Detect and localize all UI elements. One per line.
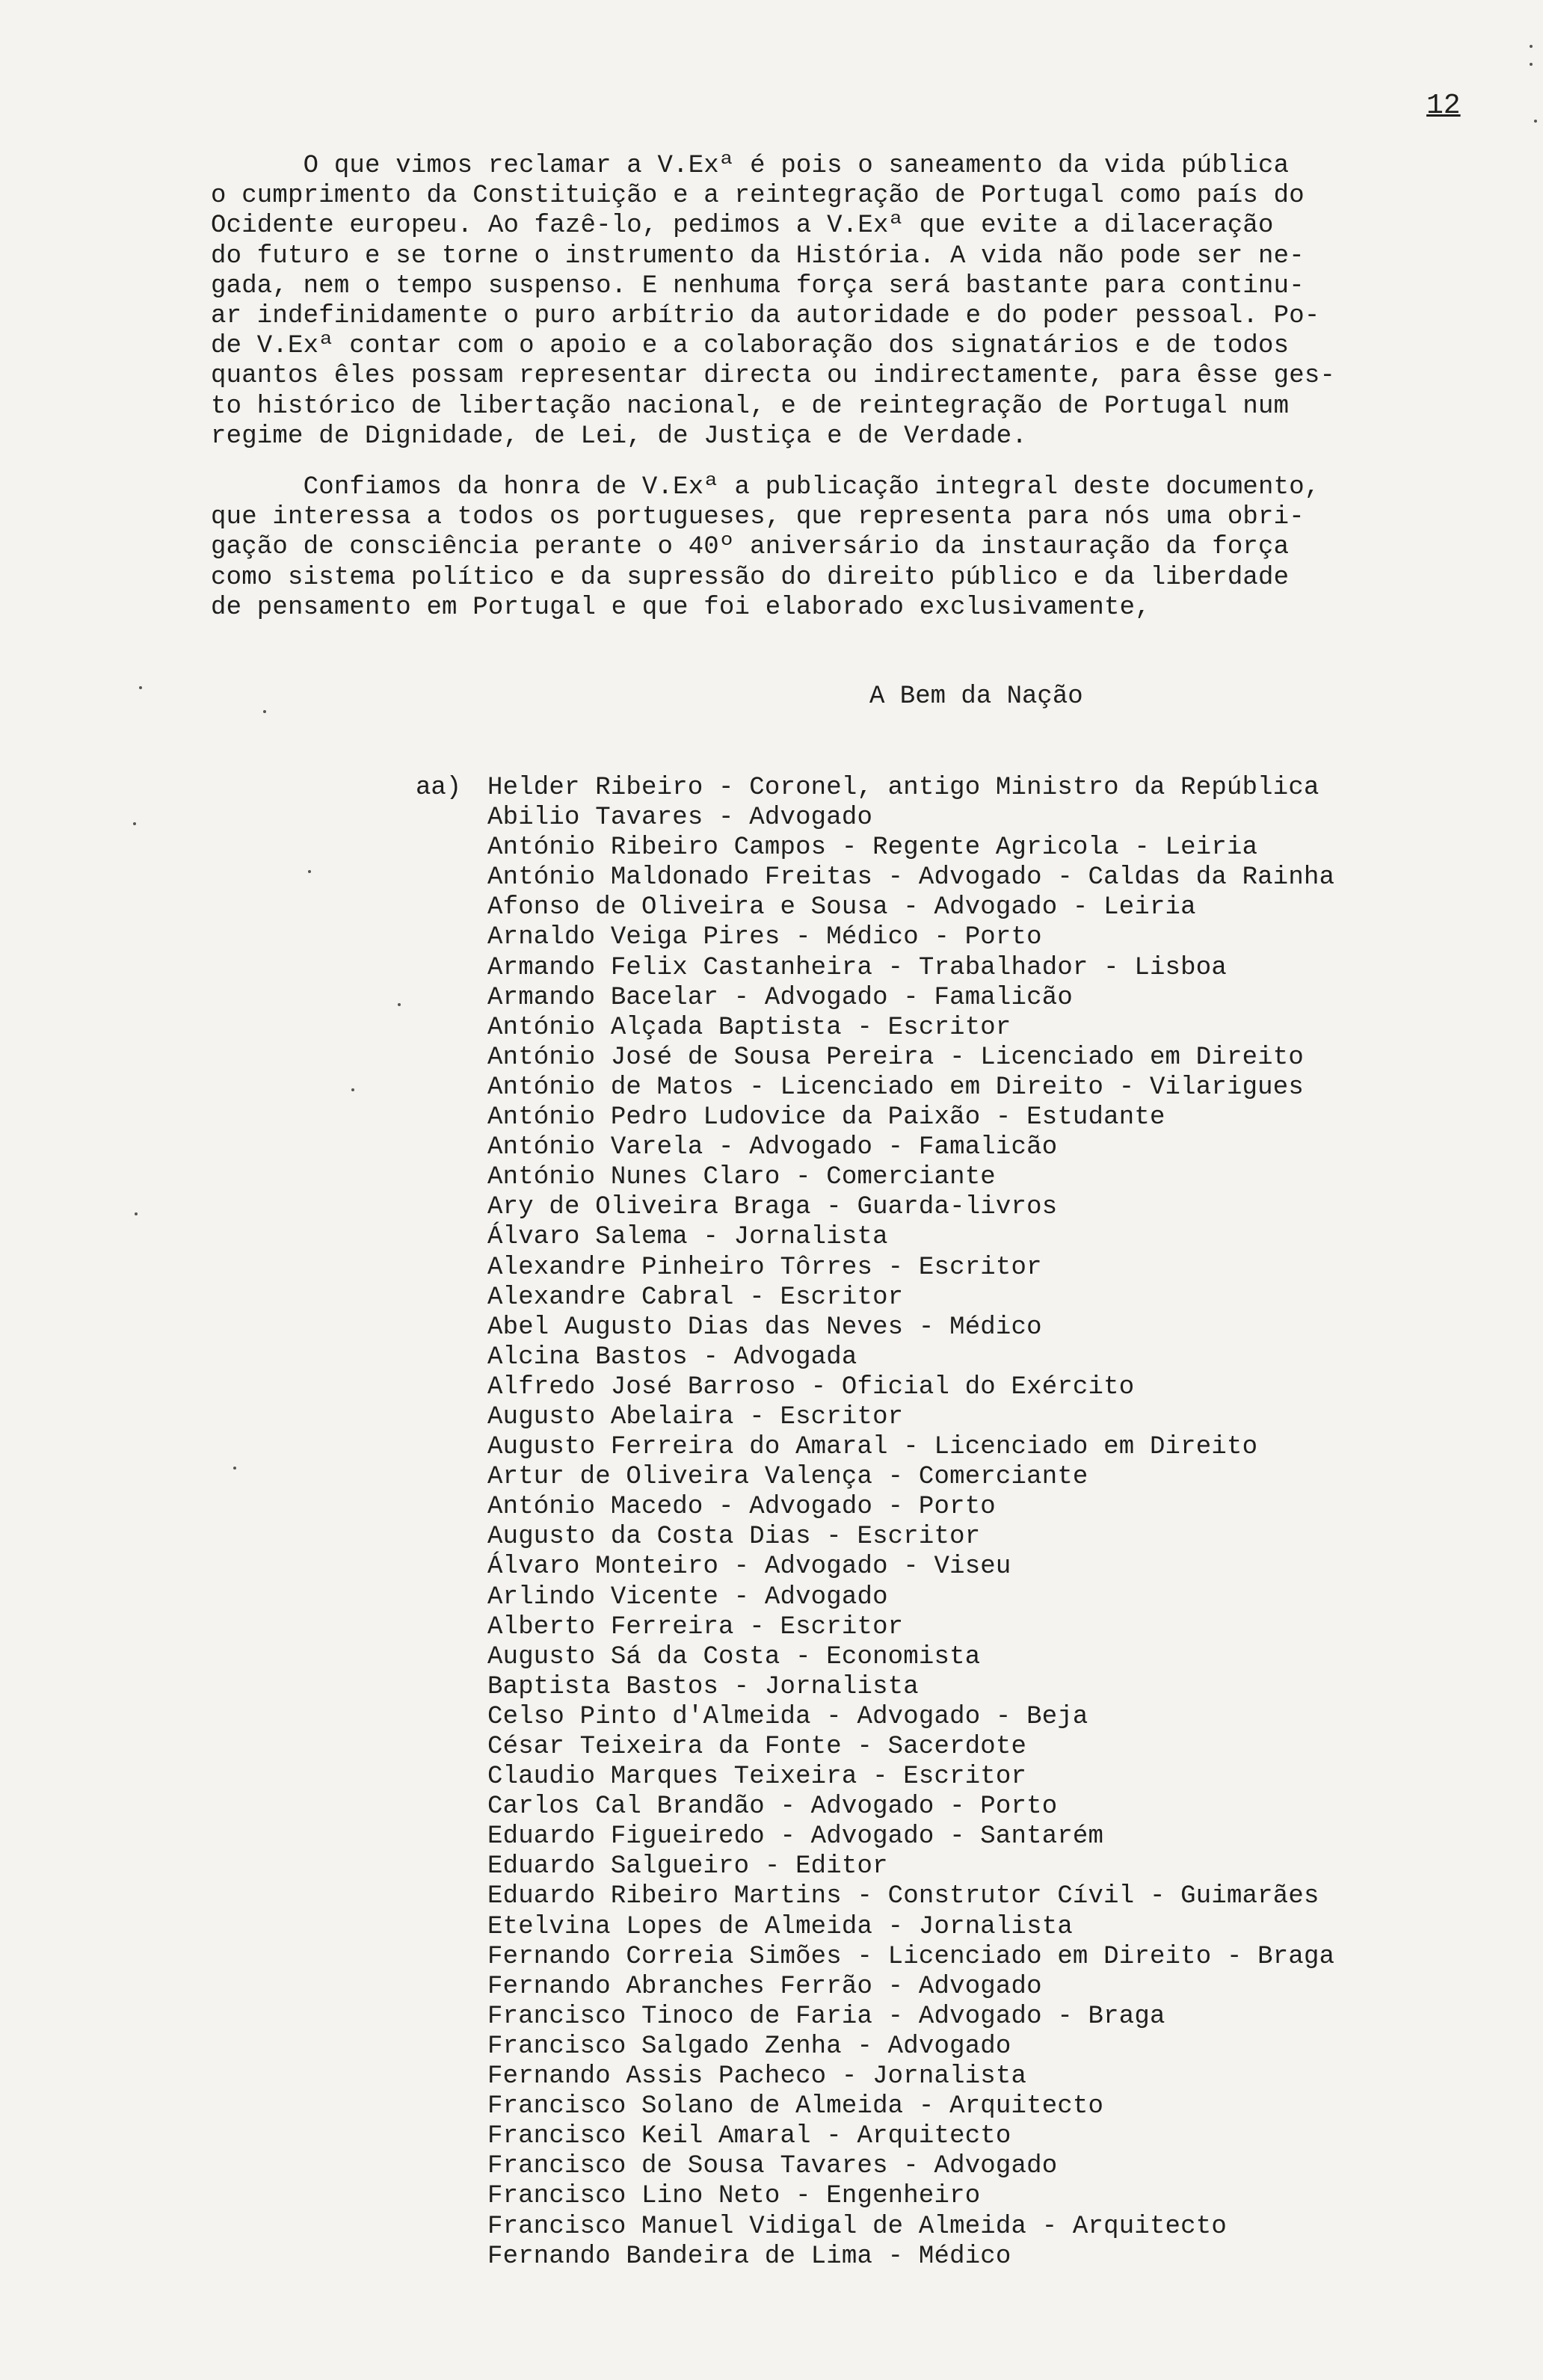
signatory-entry: Fernando Abranches Ferrão - Advogado (487, 1972, 1042, 2001)
scan-speck (139, 686, 142, 689)
scan-speck (1530, 63, 1533, 66)
paragraph-line: gada, nem o tempo suspenso. E nenhuma força será bastante para continu- (211, 271, 1305, 300)
signatory-entry: Augusto Abelaira - Escritor (487, 1402, 904, 1431)
scan-speck (233, 1467, 236, 1470)
signatory-entry: António José de Sousa Pereira - Licenciado em Direito (487, 1043, 1304, 1072)
signatory-entry: Eduardo Salgueiro - Editor (487, 1852, 888, 1881)
signatory-entry: Fernando Bandeira de Lima - Médico (487, 2242, 1011, 2271)
signatory-entry: Francisco de Sousa Tavares - Advogado (487, 2152, 1058, 2181)
signatory-entry: Arlindo Vicente - Advogado (487, 1582, 888, 1612)
signatory-entry: Abel Augusto Dias das Neves - Médico (487, 1313, 1042, 1342)
signatory-entry: Artur de Oliveira Valença - Comerciante (487, 1463, 1088, 1492)
closing-salutation: A Bem da Nação (869, 682, 1083, 711)
signatory-entry: Francisco Keil Amaral - Arquitecto (487, 2122, 1011, 2151)
signatory-entry: Augusto da Costa Dias - Escritor (487, 1523, 981, 1552)
signatory-entry: António Pedro Ludovice da Paixão - Estudante (487, 1103, 1165, 1132)
paragraph-line: Confiamos da honra de V.Exª a publicação integral deste documento, (211, 473, 1320, 502)
signatory-entry: António Varela - Advogado - Famalicão (487, 1133, 1058, 1162)
signatory-entry: Armando Bacelar - Advogado - Famalicão (487, 983, 1073, 1012)
signatory-entry: Abilio Tavares - Advogado (487, 804, 873, 833)
signatory-entry: César Teixeira da Fonte - Sacerdote (487, 1733, 1027, 1761)
signatory-entry: Álvaro Salema - Jornalista (487, 1223, 888, 1252)
paragraph-line: como sistema político e da supressão do direito público e da liberdade (211, 563, 1290, 592)
page-number: 12 (1426, 90, 1461, 122)
signatory-entry: Helder Ribeiro - Coronel, antigo Ministro da República (487, 774, 1319, 802)
signatory-entry: Eduardo Ribeiro Martins - Construtor Cívil - Guimarães (487, 1882, 1319, 1911)
paragraph-line: do futuro e se torne o instrumento da História. A vida não pode ser ne- (211, 241, 1305, 271)
signatory-entry: Celso Pinto d'Almeida - Advogado - Beja (487, 1702, 1088, 1731)
paragraph-line: de pensamento em Portugal e que foi elaborado exclusivamente, (211, 593, 1151, 622)
paragraph-line: que interessa a todos os portugueses, que representa para nós uma obri- (211, 503, 1305, 532)
paragraph-line: o cumprimento da Constituição e a reintegração de Portugal como país do (211, 182, 1305, 211)
paragraph-line: O que vimos reclamar a V.Exª é pois o saneamento da vida pública (211, 152, 1290, 180)
scan-speck (1534, 120, 1537, 123)
signatures-prefix: aa) (416, 774, 462, 802)
scan-speck (351, 1088, 354, 1091)
signatory-entry: Fernando Correia Simões - Licenciado em Direito - Braga (487, 1942, 1335, 1971)
signatory-entry: António Macedo - Advogado - Porto (487, 1493, 996, 1522)
scan-speck (263, 710, 266, 713)
signatory-entry: Augusto Ferreira do Amaral - Licenciado em Direito (487, 1433, 1258, 1462)
signatory-entry: Francisco Manuel Vidigal de Almeida - Arquitecto (487, 2212, 1227, 2241)
signatory-entry: Francisco Lino Neto - Engenheiro (487, 2182, 981, 2211)
signatory-entry: Fernando Assis Pacheco - Jornalista (487, 2062, 1027, 2091)
paragraph-line: de V.Exª contar com o apoio e a colaboração dos signatários e de todos (211, 332, 1290, 361)
paragraph-line: regime de Dignidade, de Lei, de Justiça e de Verdade. (211, 422, 1027, 451)
signatory-entry: Francisco Solano de Almeida - Arquitecto (487, 2092, 1104, 2121)
signatory-entry: Ary de Oliveira Braga - Guarda-livros (487, 1193, 1058, 1222)
signatory-entry: Alcina Bastos - Advogada (487, 1342, 857, 1372)
paragraph-1 (211, 151, 1542, 451)
signatory-entry: Afonso de Oliveira e Sousa - Advogado - Leiria (487, 893, 1196, 922)
signatory-entry: Baptista Bastos - Jornalista (487, 1672, 919, 1701)
signatory-entry: Francisco Tinoco de Faria - Advogado - Braga (487, 2002, 1165, 2031)
scan-speck (398, 1003, 401, 1006)
signatory-entry: Armando Felix Castanheira - Trabalhador - Lisboa (487, 953, 1227, 982)
scan-speck (133, 822, 136, 825)
signatory-entry: António Ribeiro Campos - Regente Agricola - Leiria (487, 833, 1258, 863)
signatory-entry: António Alçada Baptista - Escritor (487, 1013, 1011, 1042)
scan-speck (308, 870, 311, 873)
signatory-entry: Claudio Marques Teixeira - Escritor (487, 1763, 1027, 1792)
signatory-entry: Alexandre Cabral - Escritor (487, 1283, 904, 1312)
scan-speck (135, 1212, 138, 1215)
paragraph-line: ar indefinidamente o puro arbítrio da autoridade e do poder pessoal. Po- (211, 302, 1320, 331)
paragraph-line: gação de consciência perante o 40º aniversário da instauração da força (211, 533, 1290, 562)
signatory-entry: Alexandre Pinheiro Tôrres - Escritor (487, 1253, 1042, 1282)
signatory-list (487, 773, 1334, 2272)
signatory-entry: Alfredo José Barroso - Oficial do Exército (487, 1372, 1135, 1402)
scan-speck (1530, 45, 1533, 48)
signatory-entry: Carlos Cal Brandão - Advogado - Porto (487, 1792, 1058, 1822)
paragraph-2 (211, 472, 1542, 623)
paragraph-line: Ocidente europeu. Ao fazê-lo, pedimos a V.Exª que evite a dilaceração (211, 212, 1274, 241)
signatory-entry: Etelvina Lopes de Almeida - Jornalista (487, 1912, 1073, 1941)
signatory-entry: António Nunes Claro - Comerciante (487, 1163, 996, 1192)
signatory-entry: António Maldonado Freitas - Advogado - Caldas da Rainha (487, 863, 1335, 892)
signatory-entry: Eduardo Figueiredo - Advogado - Santarém (487, 1822, 1104, 1852)
signatory-entry: Augusto Sá da Costa - Economista (487, 1642, 981, 1671)
paragraph-line: quantos êles possam representar directa ou indirectamente, para êsse ges- (211, 362, 1336, 391)
paragraph-line: to histórico de libertação nacional, e de reintegração de Portugal num (211, 392, 1290, 421)
signatory-entry: Alberto Ferreira - Escritor (487, 1612, 904, 1641)
signatory-entry: Francisco Salgado Zenha - Advogado (487, 2032, 1011, 2061)
signatory-entry: Álvaro Monteiro - Advogado - Viseu (487, 1553, 1011, 1582)
signatory-entry: Arnaldo Veiga Pires - Médico - Porto (487, 923, 1042, 952)
signatory-entry: António de Matos - Licenciado em Direito - Vilarigues (487, 1073, 1304, 1102)
